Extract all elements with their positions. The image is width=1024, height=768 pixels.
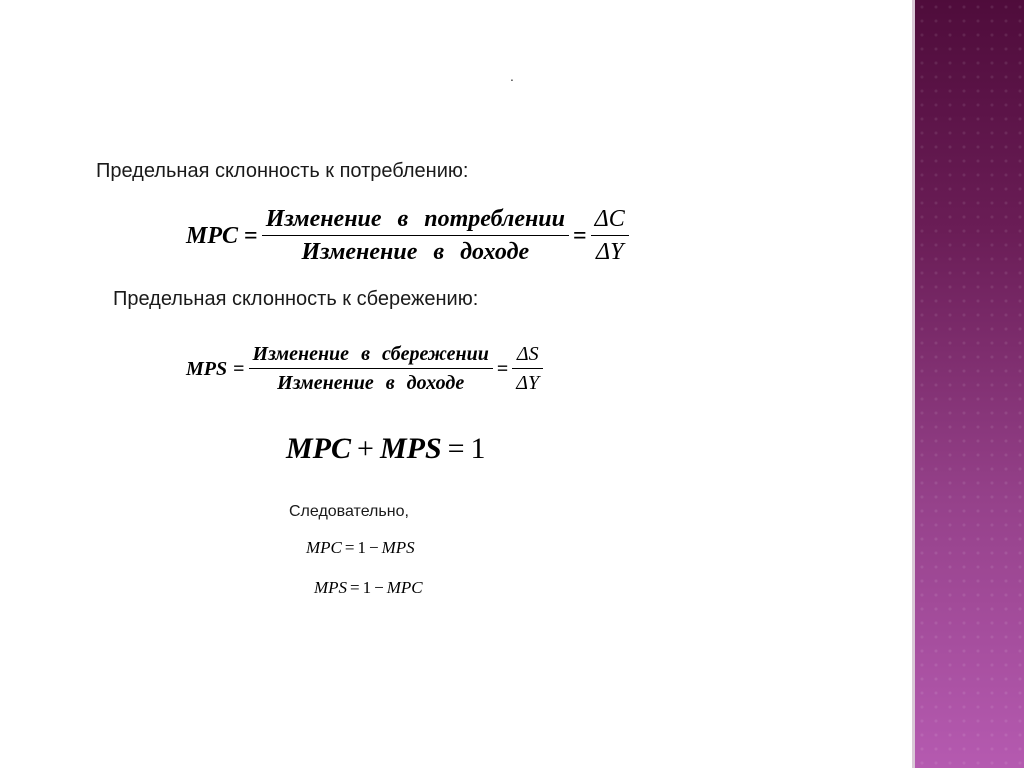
identity-one: 1	[470, 432, 486, 465]
identity-mpc: MPC	[286, 432, 352, 465]
mpc-num-word-2: в	[397, 206, 409, 232]
dot-mark: .	[510, 68, 514, 84]
mps-equals: =	[233, 357, 245, 380]
mpc-delta-den: ΔY	[591, 235, 629, 266]
mps-denominator	[249, 368, 493, 395]
identity-formula	[286, 432, 486, 466]
mpc-equals: =	[244, 222, 258, 249]
mpc-denominator	[262, 235, 569, 266]
eq2-minus: −	[374, 578, 384, 597]
mpc-numerator	[264, 206, 567, 235]
mps-num-word-3: сбережении	[382, 343, 489, 365]
eq2-lhs: MPS	[314, 578, 348, 597]
side-panel-pattern	[915, 0, 1024, 768]
mpc-formula	[186, 206, 627, 266]
mps-numerator	[251, 343, 491, 368]
mps-formula	[186, 343, 541, 395]
mps-delta-num: ΔS	[516, 343, 539, 365]
mpc-num-word-1: Изменение	[265, 206, 382, 232]
equation-mpc	[306, 538, 415, 558]
eq1-rhs: MPS	[381, 538, 415, 557]
mps-delta-den: ΔY	[512, 368, 543, 395]
mps-lhs: MPS	[186, 357, 228, 380]
heading-mps: Предельная склонность к сбережению:	[113, 288, 479, 310]
eq1-lhs: MPC	[306, 538, 342, 557]
identity-equals: =	[447, 432, 465, 465]
mpc-fraction	[264, 206, 567, 266]
equation-mps	[314, 578, 423, 598]
mps-fraction	[251, 343, 491, 395]
heading-mpc: Предельная склонность к потреблению:	[96, 160, 469, 182]
mps-num-word-2: в	[361, 343, 370, 365]
eq1-minus: −	[368, 538, 379, 557]
mpc-den-word-3: доходе	[460, 239, 530, 265]
mps-den-word-3: доходе	[406, 372, 465, 394]
mpc-lhs: MPC	[186, 222, 239, 249]
eq2-rhs: MPC	[386, 578, 423, 597]
decorative-side-panel	[912, 0, 1024, 768]
mps-delta-fraction	[514, 343, 541, 395]
mpc-equals-2: =	[572, 222, 587, 249]
identity-mps: MPS	[379, 432, 442, 465]
eq1-equals: =	[344, 538, 355, 557]
mpc-num-word-3: потреблении	[424, 206, 565, 232]
eq2-equals: =	[350, 578, 360, 597]
eq2-one: 1	[362, 578, 372, 597]
identity-plus: +	[357, 432, 374, 465]
mps-den-word-1: Изменение	[277, 372, 374, 394]
mpc-delta-fraction	[593, 206, 627, 266]
mps-den-word-2: в	[385, 372, 395, 394]
mps-equals-2: =	[496, 357, 509, 380]
eq1-one: 1	[357, 538, 366, 557]
consequently-label: Следовательно,	[289, 503, 409, 520]
mpc-den-word-2: в	[433, 239, 445, 265]
mpc-den-word-1: Изменение	[301, 239, 418, 265]
mpc-delta-num: ΔC	[594, 206, 625, 232]
mps-num-word-1: Изменение	[252, 343, 350, 365]
